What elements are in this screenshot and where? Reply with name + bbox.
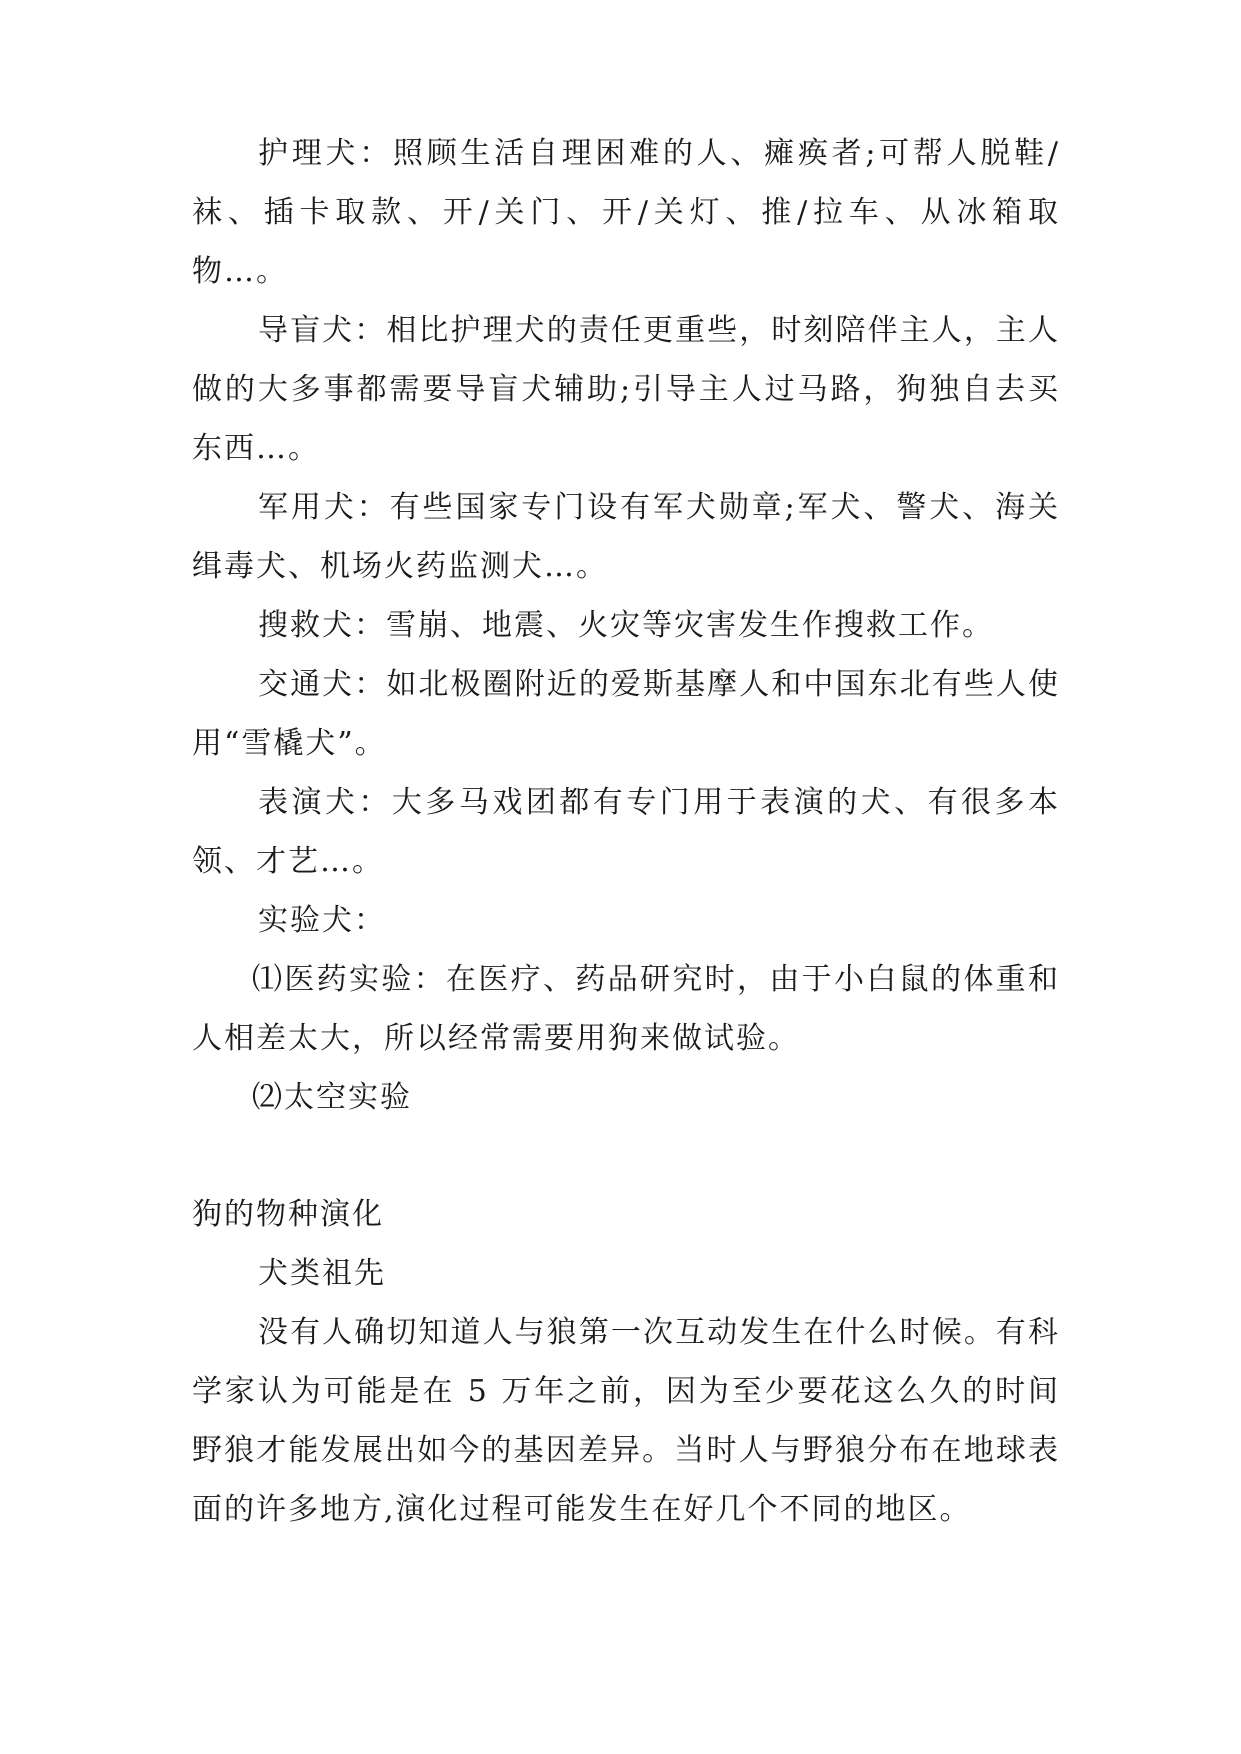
paragraph-guide-dog: 导盲犬：相比护理犬的责任更重些，时刻陪伴主人，主人做的大多事都需要导盲犬辅助;引导主人过马路，狗独自去买东西…。 — [192, 313, 1060, 466]
section-body: 没有人确切知道人与狼第一次互动发生在什么时候。有科学家认为可能是在 5 万年之前，因为至少要花这么久的时间野狼才能发展出如今的基因差异。当时人与野狼分布在地球表面的许多地方,演化过程可能发生在好几个不同的地区。 — [192, 1315, 1060, 1527]
paragraph-military-dog: 军用犬：有些国家专门设有军犬勋章;军犬、警犬、海关缉毒犬、机场火药监测犬…。 — [192, 490, 1060, 584]
section-heading: 狗的物种演化 — [192, 1197, 384, 1232]
paragraph-transport-dog: 交通犬：如北极圈附近的爱斯基摩人和中国东北有些人使用“雪橇犬”。 — [192, 667, 1060, 761]
paragraph-medical-experiment: ⑴医药实验：在医疗、药品研究时，由于小白鼠的体重和人相差太大，所以经常需要用狗来做试验。 — [192, 962, 1060, 1056]
paragraph-nursing-dog: 护理犬：照顾生活自理困难的人、瘫痪者;可帮人脱鞋/袜、插卡取款、开/关门、开/关灯、推/拉车、从冰箱取物…。 — [192, 136, 1060, 289]
section-subheading: 犬类祖先 — [258, 1256, 386, 1291]
paragraph-performance-dog: 表演犬：大多马戏团都有专门用于表演的犬、有很多本领、才艺…。 — [192, 785, 1060, 879]
document-body — [192, 124, 1060, 1539]
paragraph-space-experiment: ⑵太空实验 — [252, 1080, 412, 1115]
paragraph-rescue-dog: 搜救犬：雪崩、地震、火灾等灾害发生作搜救工作。 — [258, 608, 994, 643]
section-spacer — [192, 1127, 1060, 1185]
paragraph-experiment-dog: 实验犬： — [258, 903, 386, 938]
